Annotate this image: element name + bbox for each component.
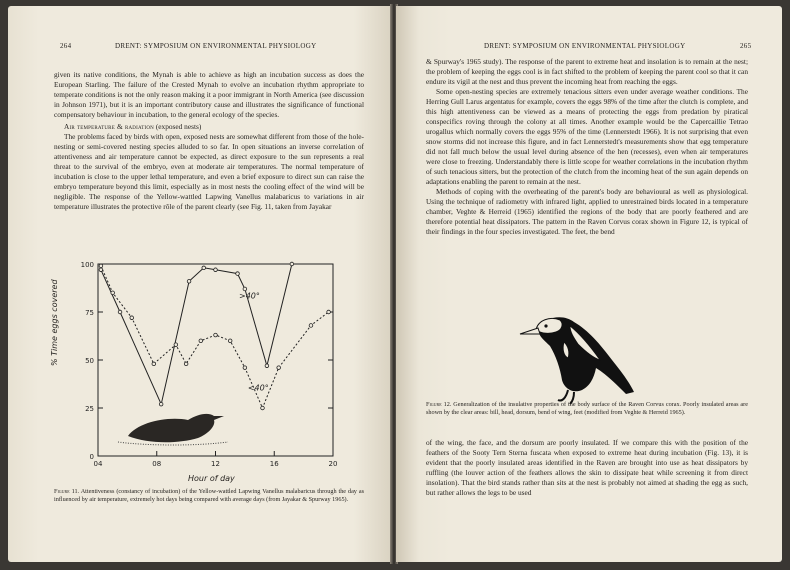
right-paragraph-2: Some open-nesting species are extremely tenacious sitters even under average weather conditions. The Herring Gull Larus argentatus for example, covers the eggs 98% of the time after the clutch is complete, and this high attentiveness can be viewed as a means of protecting the eggs from predation by piratical conspecifics roving through the colony at all times. Another example would be the Capercaillie Tetrao urogallus which normally covers the eggs 95% of the time (Lennerstedt 1966). It is not surprising that even snow storms did not increase this figure, and in fact Lennerstedt's measurements show that egg temperature did not fall much below the usual level during absence of the hen (recesses), even when air temperatures were close to freezing. Understandably there is little scope for weather correlations in the incubation rhythm of such tenacious sitters, but the protection of the clutch from the incoming heat of the sun again depends on adaptations enabling the parent to remain at the nest.	[426, 87, 748, 186]
right-body-text-bottom	[426, 438, 748, 498]
figure-11-caption-lead: Figure 11.	[54, 488, 80, 495]
data-point-average-days	[111, 291, 115, 295]
section-heading-tail: (exposed nests)	[153, 122, 202, 131]
y-tick-label: 25	[85, 405, 94, 413]
data-point-average-days	[228, 339, 232, 343]
right-running-head: DRENT: SYMPOSIUM ON ENVIRONMENTAL PHYSIOLOGY	[484, 42, 686, 50]
data-point-average-days	[214, 333, 218, 337]
x-tick-label: 08	[152, 460, 162, 468]
right-paragraph-1: & Spurway's 1965 study). The response of the parent to extreme heat and insolation is to remain at the nest; the problem of keeping the eggs cool is in fact shifted to the problem of keeping the parent cool so that it can endure its vigil at the nest and thus prevent the incoming heat from reaching the eggs.	[426, 57, 748, 86]
series-annotation-below-40: <40°	[247, 383, 269, 393]
x-tick-label: 16	[269, 460, 279, 468]
left-page	[8, 6, 392, 562]
section-heading-caps: Air temperature & radiation	[64, 122, 154, 131]
x-tick-label: 20	[328, 460, 338, 468]
section-heading	[54, 122, 364, 132]
right-page	[396, 6, 782, 562]
data-point-average-days	[309, 324, 313, 328]
chart-frame	[98, 264, 333, 456]
raven-head-clear-area	[536, 318, 562, 333]
chart-svg	[48, 256, 348, 481]
data-point-hot-days	[118, 310, 122, 314]
data-point-hot-days	[159, 402, 163, 406]
series-annotation-above-40: >40°	[239, 291, 260, 301]
right-body-text-top	[426, 57, 748, 237]
raven-figure	[516, 308, 646, 408]
figure-11-caption	[54, 488, 364, 504]
data-point-hot-days	[290, 262, 294, 266]
data-point-hot-days	[243, 287, 247, 291]
data-point-hot-days	[202, 266, 206, 270]
data-point-hot-days	[214, 268, 218, 272]
data-point-average-days	[130, 316, 134, 320]
data-point-average-days	[174, 343, 178, 347]
chart-y-axis-label: % Time eggs covered	[50, 279, 59, 366]
left-page-number: 264	[60, 42, 72, 50]
data-point-average-days	[261, 406, 265, 410]
nest-ground	[118, 442, 228, 445]
data-point-hot-days	[265, 364, 269, 368]
left-body-text	[54, 70, 364, 212]
right-paragraph-3: Methods of coping with the overheating of the parent's body are behavioural as well as physiological. Using the technique of radiometry with infrared light, applied to unrestrained birds located in a temperature chamber, Veghte & Herreid (1965) identified the regions of the body that are poorly feathered and are therefore potential heat dissipators. The pattern in the Raven Corvus corax shown in Figure 12, is typical of their findings in the four species investigated. The feet, the bend	[426, 187, 748, 236]
figure-12-caption-lead: Figure 12.	[426, 401, 452, 408]
x-tick-label: 04	[93, 460, 103, 468]
left-paragraph-2: The problems faced by birds with open, exposed nests are somewhat different from those of the hole-nesting or semi-covered nesting species alluded to so far. In open situations an inverse correlation of attentiveness and air temperature cannot be expected, as direct exposure to the sun represents a real threat to the survival of the embryo, even at moderate air temperatures. The normal temperature of incubation is close to the upper lethal temperature, and even a brief exposure to direct sun can raise the embryo temperature beyond this limit, especially as in most nests the cooling effect of the wind will be negligible. The response of the Yellow-wattled Lapwing Vanellus malabaricus to variations in air temperature illustrates the protective rôle of the parent clearly (see Fig. 11, taken from Jayakar	[54, 132, 364, 211]
figure-12-caption-text: Generalization of the insulative properties of the body surface of the Raven Corvus corax. Poorly insulated areas are shown by the clear areas: bill, head, dorsum, bend of wing, feet (modified from Veghte & Herreid 1965).	[426, 401, 748, 417]
data-point-average-days	[277, 366, 281, 370]
data-point-average-days	[327, 310, 331, 314]
attentiveness-chart	[48, 256, 348, 481]
y-tick-label: 75	[85, 309, 94, 317]
data-point-average-days	[152, 362, 156, 366]
lapwing-body	[128, 414, 224, 442]
figure-11-caption-text: Attentiveness (constancy of incubation) of the Yellow-wattled Lapwing Vanellus malabaricus through the day as influenced by air temperature, extremely hot days being compared with average days (from Jayakar & Spurway 1965).	[54, 488, 364, 504]
raven-eye	[544, 324, 547, 327]
y-tick-label: 0	[89, 453, 94, 461]
y-tick-label: 100	[80, 261, 94, 269]
data-point-hot-days	[187, 279, 191, 283]
data-point-average-days	[99, 264, 103, 268]
raven-bill-clear-area	[520, 328, 540, 334]
data-point-average-days	[199, 339, 203, 343]
data-point-hot-days	[236, 272, 240, 276]
x-tick-label: 12	[211, 460, 220, 468]
left-paragraph-1: given its native conditions, the Mynah is able to achieve as high an incubation success as does the European Starling. The failure of the Crested Mynah to evolve an incubation rhythm appropriate to temperate conditions is not the only reason making it a poor immigrant in North America (see discussion in Johnson 1971), but it is an important contributory cause and illustrates the significance of functional compensatory behaviour in incubation, to the general ecology of the species.	[54, 70, 364, 119]
right-paragraph-4: of the wing, the face, and the dorsum are poorly insulated. If we compare this with the position of the feathers of the Sooty Tern Sterna fuscata when exposed to extreme heat during incubation (Fig. 13), it is evident that the poorly insulated areas identified in the Raven are brought into use as heat dissipators by ruffling (the louver action of the feathers allows the skin to dissipate heat while screening it from direct insolation). That the bird stands rather than sits at the nest is probably not aimed at shading the egg as such, but rather allows the legs to be used	[426, 438, 748, 497]
chart-x-axis-label: Hour of day	[188, 474, 235, 483]
left-running-head: DRENT: SYMPOSIUM ON ENVIRONMENTAL PHYSIOLOGY	[115, 42, 317, 50]
figure-12-caption	[426, 401, 748, 417]
data-point-average-days	[243, 366, 247, 370]
y-tick-label: 50	[85, 357, 94, 365]
data-point-average-days	[184, 362, 188, 366]
right-page-number: 265	[740, 42, 752, 50]
lapwing-illustration	[118, 414, 228, 445]
